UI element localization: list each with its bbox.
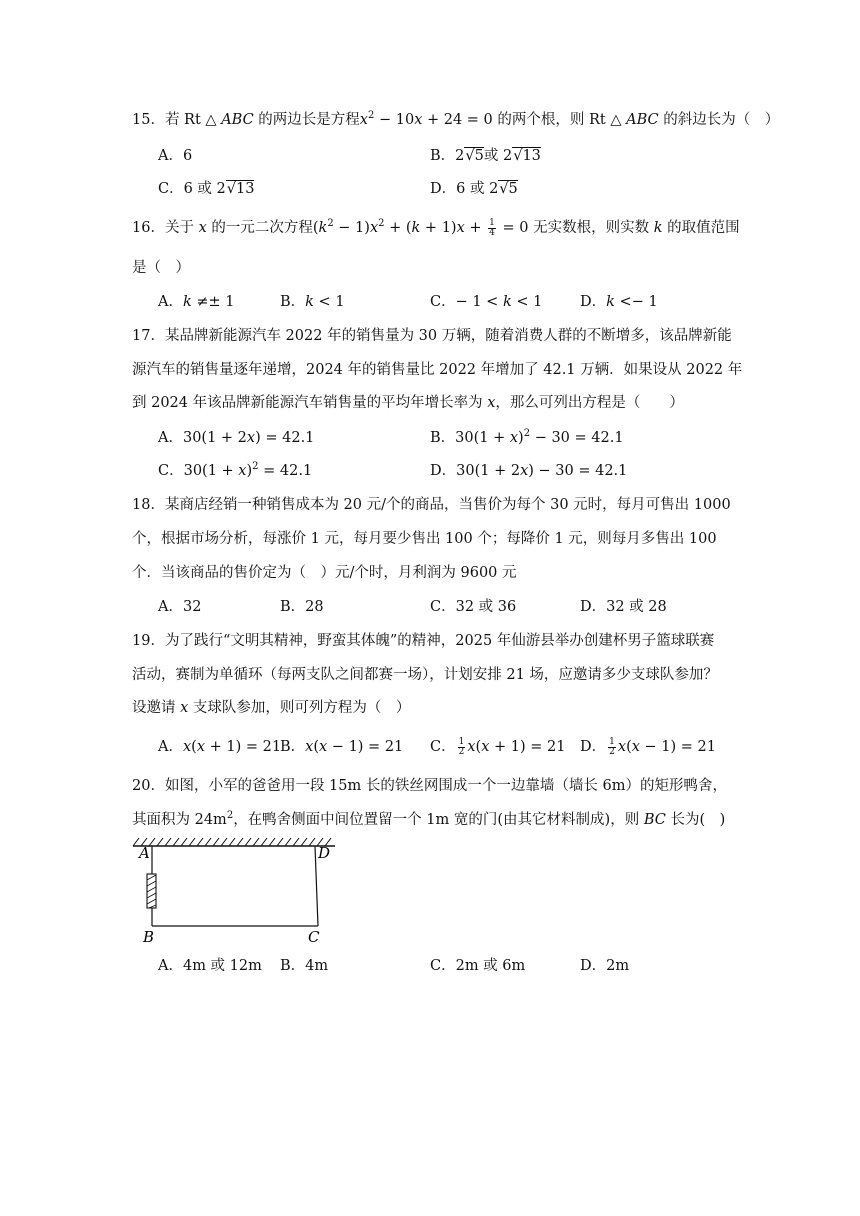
- wall-hatching: [133, 838, 335, 846]
- q19-option-c[interactable]: C． $\frac{1}{2}$ x(x + 1) = 21: [430, 736, 566, 757]
- question-19-stem-line3: 设邀请 x 支球队参加，则可列方程为（ ）: [132, 700, 411, 716]
- label-b: B: [143, 928, 155, 946]
- shed-rectangle: [152, 846, 318, 926]
- q16-option-d[interactable]: D．k <− 1: [580, 294, 658, 310]
- question-17-stem-line3: 到 2024 年该品牌新能源汽车销售量的平均年增长率为 x，那么可列出方程是（ ）: [132, 395, 684, 411]
- q18-option-c[interactable]: C．32 或 36: [430, 599, 517, 615]
- label-a: A: [139, 844, 150, 862]
- q18-option-b[interactable]: B．28: [280, 599, 324, 615]
- label-c: C: [308, 928, 320, 946]
- q16-option-b[interactable]: B．k < 1: [280, 294, 345, 310]
- question-20-stem-line2: 其面积为 $24m^2$，在鸭舍侧面中间位置留一个 1m 宽的门(由其它材料制成)，则 BC 长为( ): [132, 810, 726, 828]
- question-19-stem-line1: 19．为了践行“文明其精神，野蛮其体魄”的精神，2025 年仙游县举办创建杯男子篮球联赛: [132, 633, 715, 649]
- q15-option-b[interactable]: B．2√5或 2√13: [430, 148, 541, 164]
- question-19-stem-line2: 活动，赛制为单循环（每两支队之间都赛一场），计划安排 21 场，应邀请多少支球队参加？: [132, 667, 718, 683]
- question-17-stem-line1: 17．某品牌新能源汽车 2022 年的销售量为 30 万辆，随着消费人群的不断增多，该品牌新能: [132, 328, 732, 344]
- q20-option-a[interactable]: A．4m 或 12m: [158, 958, 262, 974]
- door-marker: [147, 874, 156, 908]
- q20-option-d[interactable]: D．2m: [580, 958, 630, 974]
- q15-text: 15．若 Rt △ ABC 的两边长是方程$x^2 - 10x + 24 = 0$ 的两个根，则 Rt △ ABC 的斜边长为（ ）: [132, 110, 780, 128]
- duck-shed-figure: [125, 832, 345, 950]
- q17-option-a[interactable]: A．30(1 + 2x) = 42.1: [158, 430, 315, 446]
- question-18-stem-line3: 个．当该商品的售价定为（ ）元/个时，月利润为 9600 元: [132, 565, 517, 581]
- question-15-stem: [132, 110, 779, 130]
- q18-option-d[interactable]: D．32 或 28: [580, 599, 667, 615]
- question-16-stem-line1: 16．关于 x 的一元二次方程$(k^2 - 1)x^2 + (k + 1)x$ + $\frac{1}{4}$ = 0 无实数根，则实数 k 的取值范围: [132, 217, 740, 238]
- question-18-stem-line2: 个，根据市场分析，每涨价 1 元，每月要少售出 100 个；每降价 1 元，则每月多售出 100: [132, 531, 717, 547]
- q17-option-c[interactable]: C．$30(1 + x)^2 = 42.1$: [158, 461, 313, 479]
- q20-option-b[interactable]: B．4m: [280, 958, 329, 974]
- q15-option-d[interactable]: D．6 或 2√5: [430, 181, 518, 197]
- q16-option-c[interactable]: C．− 1 < k < 1: [430, 294, 543, 310]
- q18-option-a[interactable]: A．32: [158, 599, 202, 615]
- q17-option-d[interactable]: D．30(1 + 2x) − 30 = 42.1: [430, 463, 628, 479]
- q19-option-b[interactable]: B．x(x − 1) = 21: [280, 739, 404, 755]
- q15-option-a[interactable]: A．6: [158, 148, 193, 164]
- question-20-stem-line1: 20．如图，小军的爸爸用一段 15m 长的铁丝网围成一个一边靠墙（墙长 6m）的矩形鸭舍，: [132, 778, 727, 794]
- q16-option-a[interactable]: A．k ≠± 1: [158, 294, 235, 310]
- q17-option-b[interactable]: B．$30(1 + x)^2 - 30 = 42.1$: [430, 428, 624, 446]
- question-17-stem-line2: 源汽车的销售量逐年递增，2024 年的销售量比 2022 年增加了 42.1 万辆．如果设从 2022 年: [132, 362, 743, 378]
- label-d: D: [318, 844, 331, 862]
- question-16-stem-line2: 是（ ）: [132, 260, 190, 276]
- q19-option-d[interactable]: D． $\frac{1}{2}$ x(x − 1) = 21: [580, 736, 716, 757]
- question-18-stem-line1: 18．某商店经销一种销售成本为 20 元/个的商品，当售价为每个 30 元时，每月可售出 1000: [132, 497, 731, 513]
- q15-option-c[interactable]: C．6 或 2√13: [158, 181, 255, 197]
- q20-option-c[interactable]: C．2m 或 6m: [430, 958, 526, 974]
- q19-option-a[interactable]: A．x(x + 1) = 21: [158, 739, 282, 755]
